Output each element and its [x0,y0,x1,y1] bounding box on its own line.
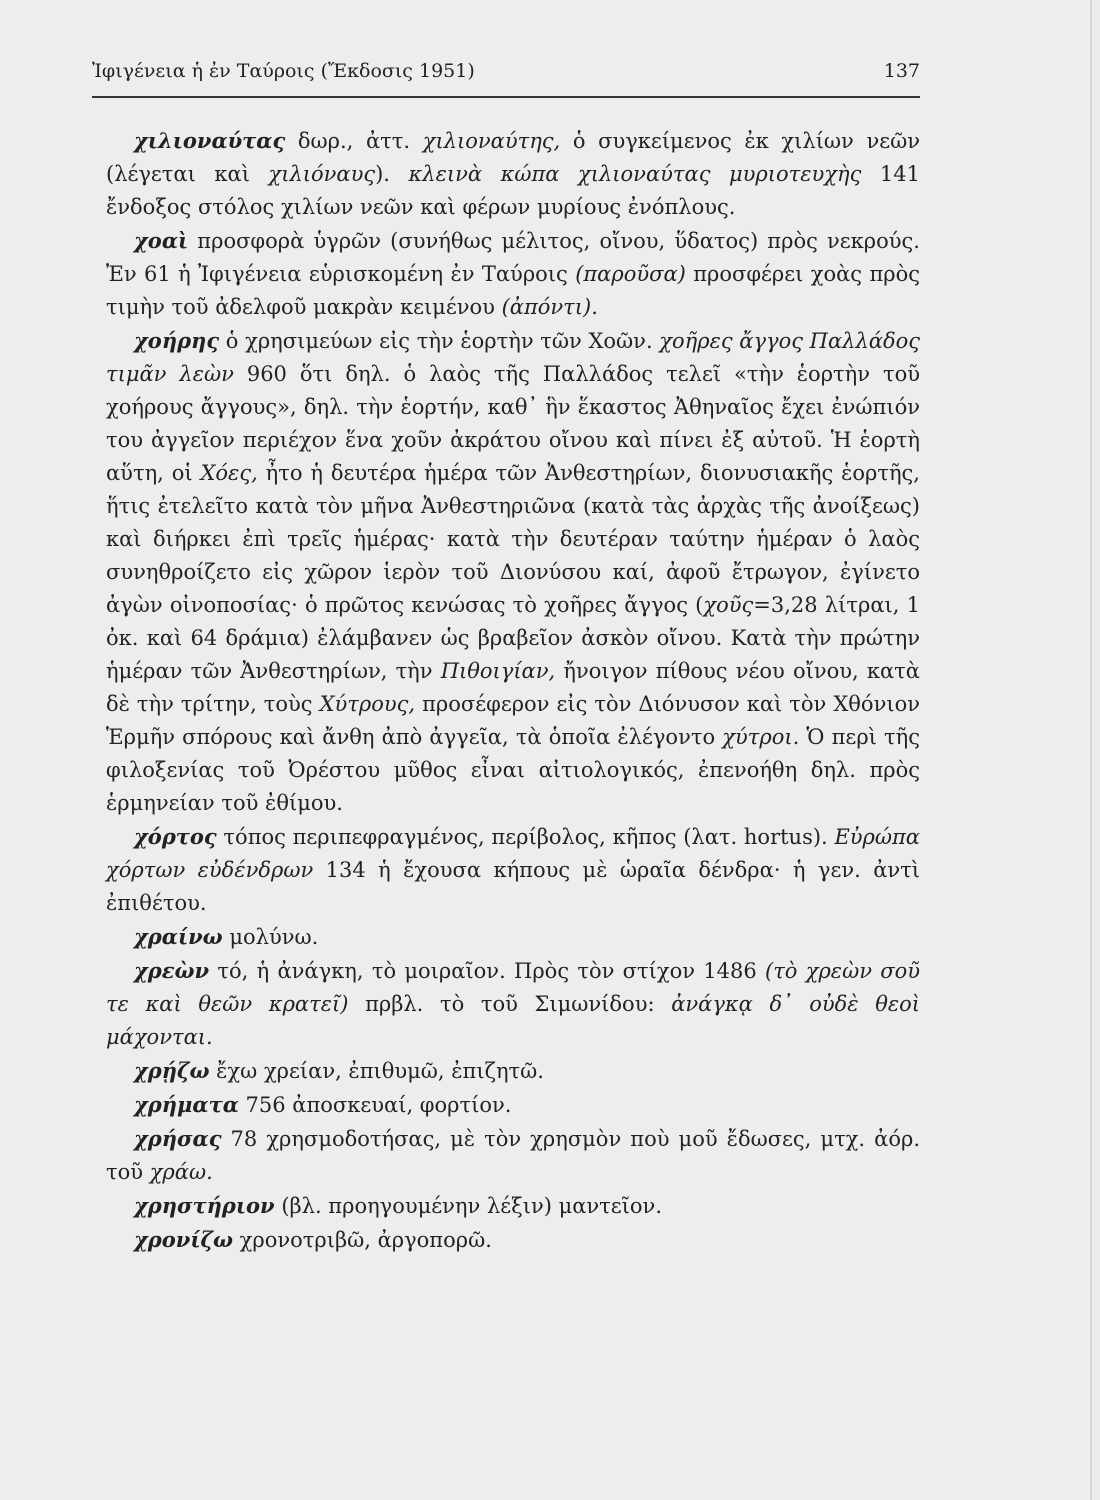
entry-headword: χόρτος [134,824,217,849]
entry-text: πρβλ. τὸ τοῦ Σιμωνίδου: [348,992,672,1016]
entry-text: προσφέρει χοὰς πρὸς τιμὴν τοῦ ἀδελφοῦ μακρὰν κειμένου [106,262,920,319]
entry-text: ἔχω χρείαν, ἐπιθυμῶ, ἐπιζητῶ. [209,1059,544,1083]
entry-italic-text: χράω. [149,1160,213,1184]
header-rule [92,96,920,98]
glossary-entry [106,224,920,324]
entry-text: προσέφερον εἰς τὸν Διόνυσον καὶ τὸν Χθόνιον Ἑρμῆν σπόρους καὶ ἄνθη ἀπὸ ἀγγεῖα, τὰ ὁποῖα ἐλέγοντο [106,692,920,749]
entry-text: τόπος περιπεφραγμένος, περίβολος, κῆπος (λατ. hortus). [216,825,835,849]
running-header [92,60,920,82]
entry-italic-text: χιλιόναυς [268,162,376,186]
entry-italic-text: χοῦς [703,593,754,617]
entry-text: δωρ., ἀττ. [285,129,423,153]
entry-italic-text: (παροῦσα) [575,262,686,286]
entry-text: ). [375,162,409,186]
entry-text: =3,28 λίτραι, 1 ὀκ. καὶ 64 δράμια) ἐλάμβανεν ὡς βραβεῖον ἀσκὸν οἴνου. Κατὰ τὴν πρώτην ἡμέραν τῶν Ἀνθεστηρίων, τὴν [106,593,920,683]
glossary-entry [106,1054,920,1088]
page-number: 137 [883,60,920,82]
glossary-entry [106,1189,920,1223]
entry-text: ὁ χρησιμεύων εἰς τὴν ἑορτὴν τῶν Χοῶν. [219,329,660,353]
entry-italic-text: (τὸ χρεὼν σοῦ τε καὶ θεῶν κρατεῖ) [106,959,920,1016]
entry-text: 78 χρησμοδοτήσας, μὲ τὸν χρησμὸν ποὺ μοῦ ἔδωσες, μτχ. ἀόρ. τοῦ [106,1127,920,1184]
entry-text: ὁ συγκείμενος ἐκ χιλίων νεῶν (λέγεται καὶ [106,129,920,186]
entry-italic-text: Πιθοιγίαν, [440,659,556,683]
running-title: Ἰφιγένεια ἡ ἐν Ταύροις (Ἔκδοσις 1951) [92,60,475,82]
entry-headword: χρονίζω [134,1227,233,1252]
entry-italic-text: κλεινὰ κώπα χιλιοναύτας μυριοτευχὴς [408,162,862,186]
entry-headword: χοήρης [134,328,220,353]
glossary-entry [106,920,920,954]
entry-headword: χρεὼν [134,958,210,983]
entry-italic-text: Εὐρώπα χόρτων εὐδένδρων [106,825,920,882]
entry-text: 756 ἀποσκευαί, φορτίον. [238,1093,512,1117]
entry-text: χρονοτριβῶ, ἀργοπορῶ. [232,1228,492,1252]
entry-headword: χοαὶ [134,228,189,253]
glossary-entry [106,124,920,224]
glossary-entry [106,1223,920,1257]
glossary-entry [106,1122,920,1189]
entry-text: 141 ἔνδοξος στόλος χιλίων νεῶν καὶ φέρων μυρίους ἐνόπλους. [106,162,920,219]
entry-text: ἦτο ἡ δευτέρα ἡμέρα τῶν Ἀνθεστηρίων, διονυσιακῆς ἑορτῆς, ἥτις ἐτελεῖτο κατὰ τὸν μῆνα Ἀνθεστηριῶνα (κατὰ τὰς ἀρχὰς τῆς ἀνοίξεως) καὶ διήρκει ἐπὶ τρεῖς ἡμέρας· κατὰ τὴν δευτέραν ταύτην ἡμέραν ὁ λαὸς συνηθροίζετο εἰς χῶρον ἱερὸν τοῦ Διονύσου καί, ἀφοῦ ἔτρωγον, ἐγίνετο ἀγὼν οἰνοποσίας· ὁ πρῶτος κενώσας τὸ χοῆρες ἄγγος ( [106,461,920,617]
entry-headword: χραίνω [134,924,223,949]
entry-text: 134 ἡ ἔχουσα κήπους μὲ ὡραῖα δένδρα· ἡ γεν. ἀντὶ ἐπιθέτου. [106,858,920,915]
glossary-entry [106,1088,920,1122]
glossary-entry [106,820,920,920]
entry-italic-text: χιλιοναύτης, [422,129,561,153]
entry-italic-text: (ἀπόντι). [501,295,598,319]
entry-italic-text: ἀνάγκᾳ δ᾽ οὐδὲ θεοὶ μάχονται. [106,992,921,1049]
entry-italic-text: χοῆρες ἄγγος Παλλάδος τιμᾶν λεὼν [106,329,921,386]
entry-italic-text: Χύτρους, [319,692,416,716]
entry-headword: χρήσας [134,1126,222,1151]
entry-text: τό, ἡ ἀνάγκη, τὸ μοιραῖον. Πρὸς τὸν στίχον 1486 [209,959,765,983]
entry-text: μολύνω. [222,925,319,949]
entry-italic-text: χύτροι. [722,725,800,749]
entry-text: (βλ. προηγουμένην λέξιν) μαντεῖον. [274,1194,662,1218]
entry-headword: χρήματα [134,1092,239,1117]
entry-text: ἤνοιγον πίθους νέου οἴνου, κατὰ δὲ τὴν τρίτην, τοὺς [106,659,920,716]
glossary-entry [106,324,920,820]
glossary-body [106,124,920,1257]
glossary-entry [106,954,920,1054]
entry-italic-text: Χόες, [200,461,258,485]
entry-headword: χρηστήριον [134,1193,275,1218]
entry-headword: χιλιοναύτας [134,128,286,153]
entry-text: προσφορὰ ὑγρῶν (συνήθως μέλιτος, οἴνου, ὕδατος) πρὸς νεκρούς. Ἐν 61 ἡ Ἰφιγένεια εὑρισκομένη ἐν Ταύροις [106,229,920,286]
entry-headword: χρῄζω [134,1058,210,1083]
entry-text: 960 ὅτι δηλ. ὁ λαὸς τῆς Παλλάδος τελεῖ «τὴν ἑορτὴν τοῦ χοήρους ἄγγους», δηλ. τὴν ἑορτήν, καθ᾽ ἣν ἕκαστος Ἀθηναῖος ἔχει ἐνώπιόν του ἀγγεῖον περιέχον ἕνα χοῦν ἀκράτου οἴνου καὶ πίνει ἐξ αὐτοῦ. Ἡ ἑορτὴ αὕτη, οἱ [106,362,920,485]
entry-text: Ὁ περὶ τῆς φιλοξενίας τοῦ Ὀρέστου μῦθος εἶναι αἰτιολογικός, ἐπενοήθη δηλ. πρὸς ἑρμηνείαν τοῦ ἐθίμου. [106,725,921,815]
